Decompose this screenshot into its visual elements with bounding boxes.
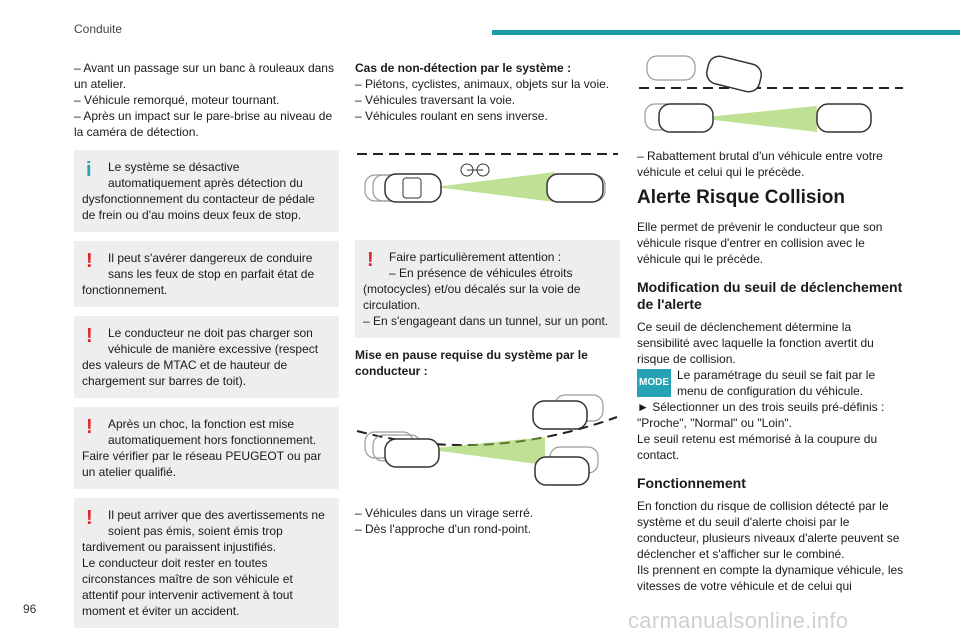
subheading-threshold: Modification du seuil de déclenchement de l'alerte [637,279,903,312]
collision-intro: Elle permet de prévenir le conducteur que son véhicule risque d'entrer en collision avec le véhicule qui le précède. [637,220,883,266]
memo-text: Le seuil retenu est mémorisé à la coupure du contact. [637,432,878,462]
nondetect-item: – Véhicules traversant la voie. [355,93,516,107]
warning-note [74,241,339,307]
watermark: carmanualsonline.info [628,608,849,633]
nondetect-title: Cas de non-détection par le système : [355,61,572,75]
column-2 [355,60,620,537]
threshold-text: Ce seuil de déclenchement détermine la sensibilité avec laquelle la fonction avertit du risque de collision. [637,320,874,366]
column-3 [637,46,905,594]
mode-button-icon: MODE [637,369,671,397]
section-heading-collision-alert: Alerte Risque Collision [637,187,845,208]
illustration-cyclist-detection [355,142,620,222]
intro-line: – Après un impact sur le pare-brise au niveau de la caméra de détection. [74,109,333,139]
subheading-function: Fonctionnement [637,475,746,491]
warning-icon: ! [367,249,374,271]
select-instruction: ► Sélectionner un des trois seuils pré-définis : "Proche", "Normal" ou "Loin". [637,400,885,430]
info-note [74,150,339,232]
note-first-line: Il peut s'avérer dangereux de conduire [108,251,313,265]
page-number: 96 [23,602,37,616]
section-title: Conduite [74,22,123,36]
note-first-line: Le système se désactive [108,160,240,174]
function-text: En fonction du risque de collision détecté par le système et du seuil d'alerte choisi par le conducteur, plusieurs niveaux d'alerte peuvent se déclencher et s'afficher sur le combiné. [637,499,900,561]
header-accent-bar [492,30,960,35]
nondetect-item: – Véhicules roulant en sens inverse. [355,109,548,123]
cutin-text: – Rabattement brutal d'un véhicule entre votre véhicule et celui qui le précède. [637,149,883,179]
illustration-tight-curve [355,387,620,497]
function-text: Ils prennent en compte la dynamique véhicule, les vitesses de votre véhicule et de celui qui [637,563,904,593]
intro-line: – Véhicule remorqué, moteur tournant. [74,93,280,107]
pause-item: – Dès l'approche d'un rond-point. [355,522,532,536]
warning-icon: ! [86,250,93,272]
note-text: – En présence de véhicules étroits (motocycles) et/ou décalés sur la voie de circulation. – En s'engageant dans un tunnel, sur un pont. [363,266,609,328]
pause-item: – Véhicules dans un virage serré. [355,506,534,520]
note-text: véhicule de manière excessive (respect des valeurs de MTAC et de hauteur de chargement sur barres de toit). [82,342,319,388]
warning-note [355,240,620,338]
note-text: automatiquement après détection du dysfonctionnement du contacteur de pédale de frein ou d'au moins deux feux de stop. [82,176,315,222]
column-1 [74,60,339,637]
warning-icon: ! [86,507,93,529]
pause-title: Mise en pause requise du système par le conducteur : [355,348,588,378]
intro-line: – Avant un passage sur un banc à rouleaux dans un atelier. [74,61,334,91]
note-text: automatiquement hors fonctionnement. Faire vérifier par le réseau PEUGEOT ou par un atelier qualifié. [82,433,322,479]
warning-icon: ! [86,416,93,438]
nondetect-item: – Piétons, cyclistes, animaux, objets sur la voie. [355,77,610,91]
note-text: soient pas émis, soient émis trop tardivement ou paraissent injustifiés. Le conducteur doit rester en toutes circonstances maître de son véhicule et attentif pour intervenir activement à tout moment et éviter un accident. [82,524,293,618]
mode-instruction [637,367,905,399]
note-first-line: Le conducteur ne doit pas charger son [108,326,313,340]
warning-icon: ! [86,325,93,347]
note-first-line: Après un choc, la fonction est mise [108,417,295,431]
mode-text: Le paramétrage du seuil se fait par le menu de configuration du véhicule. [677,368,876,398]
note-first-line: Faire particulièrement attention : [389,250,562,264]
warning-note [74,316,339,398]
illustration-cut-in [637,46,905,138]
warning-note [74,407,339,489]
info-icon: i [86,159,92,181]
note-text: sans les feux de stop en parfait état de fonctionnement. [82,267,315,297]
note-first-line: Il peut arriver que des avertissements ne [108,508,325,522]
warning-note [74,498,339,628]
